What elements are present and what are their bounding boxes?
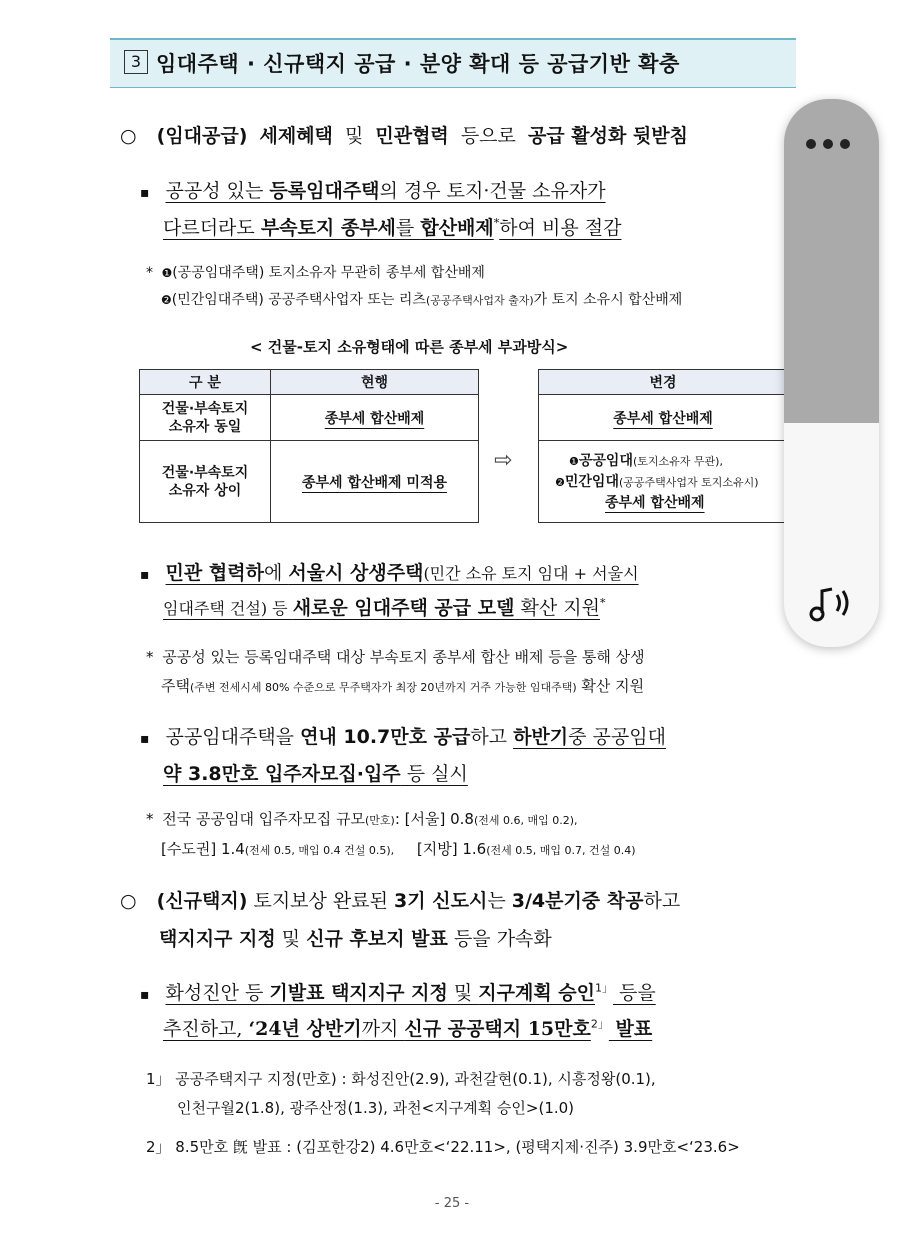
- s1-and: 및: [344, 125, 364, 147]
- n1-line2: [161, 289, 682, 309]
- change-line2: [555, 472, 787, 493]
- change-public: 공공임대: [578, 452, 633, 469]
- square-bullet: ▪: [140, 185, 150, 201]
- n1-text: 가 토지 소유시 합산배제: [533, 292, 683, 308]
- n1-text: (공공임대주택) 토지소유자 무관히 종부세 합산배제: [172, 265, 485, 281]
- section1-heading: [120, 121, 688, 148]
- b3-second-half: 하반기: [513, 726, 569, 748]
- square-bullet: ▪: [140, 567, 150, 583]
- n2-line2: [161, 675, 644, 696]
- b2-coop: 민관 협력하: [165, 562, 264, 584]
- b3-text: 공공임대주택을: [165, 726, 301, 748]
- row1-change: 종부세 합산배제: [539, 395, 788, 441]
- s2-candidate: 신규 후보지 발표: [306, 928, 448, 950]
- b2-text: 확산 지원: [514, 597, 600, 619]
- b1-line2: [163, 213, 621, 240]
- s1-etc: 등으로: [460, 125, 516, 147]
- s2-new-city: 3기 신도시: [394, 890, 488, 912]
- s2-lead: (신규택지): [156, 890, 248, 912]
- th-current: 현행: [271, 370, 479, 395]
- b1-text: 의 경우 토지·건물 소유자가: [379, 180, 606, 202]
- b1-registered-rental: 등록임대주택: [269, 180, 380, 202]
- b4-designation: 기발표 택지지구 지정: [269, 982, 448, 1004]
- s2-start: 3/4분기중 착공: [511, 890, 644, 912]
- change-line1: [569, 451, 787, 472]
- footnote-mark: 2」: [590, 1017, 609, 1031]
- n2-small: (주변 전세시세 80% 수준으로 무주택자가 최장 20년까지 거주 가능한 임대주택): [189, 681, 577, 694]
- music-sound-icon[interactable]: [804, 579, 860, 629]
- b4-approval: 지구계획 승인: [478, 982, 596, 1004]
- b3-text: 등 실시: [400, 763, 468, 785]
- n2-text: 주택: [161, 677, 190, 695]
- floating-control-panel[interactable]: [784, 99, 879, 647]
- n2-line1: [146, 646, 645, 667]
- n3-small: (전세 0.6, 매입 0.2),: [473, 814, 578, 827]
- s2-text: 하고: [643, 890, 681, 912]
- circle-number-1: ❶: [569, 454, 579, 468]
- b4-announce: 발표: [608, 1018, 653, 1040]
- circle-bullet: ○: [120, 890, 137, 912]
- b1-line1: [140, 176, 606, 203]
- footnote-mark: *: [599, 596, 606, 610]
- b2-line2: [163, 593, 605, 620]
- note-star: *: [146, 265, 153, 281]
- cat-text: 소유자 동일: [168, 418, 242, 435]
- n3-small: (만호): [364, 814, 395, 827]
- footnote-1b: 인천구월2(1.8), 광주산정(1.3), 과천<지구계획 승인>(1.0): [177, 1099, 575, 1117]
- section-title: 임대주택 · 신규택지 공급 · 분양 확대 등 공급기반 확충: [156, 52, 680, 76]
- b2-new-model: 새로운 임대주택 공급 모델: [292, 597, 515, 619]
- n3-line1: [146, 808, 578, 829]
- n3-text: [지방] 1.6: [416, 840, 487, 858]
- b2-text: 에: [263, 562, 289, 584]
- b4-text: 화성진안 등: [165, 982, 270, 1004]
- s2-text: 등을 가속화: [447, 928, 552, 950]
- s2-text: 및: [275, 928, 307, 950]
- circle-number-2: ❷: [555, 475, 565, 489]
- row2-current: 종부세 합산배제 미적용: [271, 441, 479, 523]
- change-small: (공공주택사업자 토지소유시): [618, 475, 759, 489]
- n3-small: (전세 0.5, 매입 0.7, 건설 0.4): [486, 844, 636, 857]
- note-star: *: [146, 648, 154, 666]
- table-caption: < 건물-토지 소유형태에 따른 종부세 부과방식>: [250, 338, 569, 356]
- s2-text: 는: [487, 890, 512, 912]
- n1-text: (민간임대주택) 공공주택사업자 또는 리츠: [171, 292, 426, 308]
- square-bullet: ▪: [140, 731, 150, 747]
- section-number-box: 3: [124, 50, 148, 74]
- n2-text: 확산 지원: [576, 677, 645, 695]
- n3-text: [수도권] 1.4: [161, 840, 245, 858]
- b2-seoul-housing: 서울시 상생주택: [288, 562, 424, 584]
- b1-land-tax: 부속토지 종부세: [260, 217, 396, 239]
- more-dots-icon[interactable]: [804, 99, 860, 179]
- th-change: 변경: [539, 370, 788, 395]
- row1-category: [140, 395, 271, 441]
- n1-line1: [146, 262, 485, 282]
- cat-text: 건물·부속토지: [161, 464, 249, 481]
- square-bullet: ▪: [140, 987, 150, 1003]
- s2-designation: 택지지구 지정: [159, 928, 276, 950]
- circle-number-2: ❷: [161, 293, 172, 307]
- b4-text: 까지: [361, 1018, 405, 1040]
- s2-line2: [159, 924, 552, 951]
- b1-exclusion: 합산배제: [420, 217, 494, 239]
- circle-bullet: ○: [120, 125, 137, 147]
- b3-line2: [163, 759, 468, 786]
- n1-small: (공공주택사업자 출자): [425, 294, 534, 307]
- row1-current: 종부세 합산배제: [271, 395, 479, 441]
- change-small: (토지소유자 무관),: [632, 454, 723, 468]
- n3-text: : [서울] 0.8: [394, 810, 474, 828]
- s1-tax-benefit: 세제혜택: [259, 125, 333, 147]
- b4-new-land: 신규 공공택지 15만호: [404, 1018, 591, 1040]
- footnote-2: 2」 8.5만호 旣 발표 : (김포한강2) 4.6만호<‘22.11>, (평택지제·진주) 3.9만호<‘23.6>: [146, 1138, 740, 1156]
- s1-lead: (임대공급): [156, 125, 248, 147]
- s2-line1: [120, 886, 680, 913]
- right-arrow-icon: ⇨: [494, 448, 513, 473]
- s1-public-private: 민관협력: [375, 125, 449, 147]
- current-table: [139, 369, 479, 523]
- section-header: [110, 38, 796, 88]
- circle-number-1: ❶: [161, 266, 173, 280]
- row2-change: [539, 441, 788, 523]
- n2-text: 공공성 있는 등록임대주택 대상 부속토지 종부세 합산 배제 등을 통해 상생: [162, 648, 645, 666]
- b3-line1: [140, 722, 666, 749]
- n3-small: (전세 0.5, 매입 0.4 건설 0.5),: [244, 844, 395, 857]
- b3-text: 중 공공임대: [568, 726, 666, 748]
- b4-text: 등을: [613, 982, 656, 1004]
- footnote-mark: 1」: [595, 981, 614, 995]
- footnote-1a: 1」 공공주택지구 지정(만호) : 화성진안(2.9), 과천갈현(0.1), 시흥정왕(0.1),: [146, 1070, 656, 1088]
- b2-text: 임대주택 건설) 등: [163, 599, 293, 618]
- b1-text: 다르더라도: [163, 217, 261, 239]
- b1-text: 하여 비용 절감: [499, 217, 622, 239]
- b2-line1: [140, 558, 639, 585]
- b4-text: 및: [447, 982, 479, 1004]
- s1-supply-support: 공급 활성화 뒷받침: [527, 125, 688, 147]
- footnote-mark: *: [493, 216, 500, 230]
- row2-category: [140, 441, 271, 523]
- b2-text: (민간 소유 토지 임대 + 서울시: [423, 564, 639, 583]
- b4-first-half: ‘24년 상반기: [248, 1018, 362, 1040]
- n3-line2: [161, 838, 636, 859]
- b3-text: 하고: [470, 726, 514, 748]
- b4-line1: [140, 978, 656, 1005]
- change-exclusion: 종부세 합산배제: [605, 494, 705, 511]
- n3-text: 전국 공공임대 입주자모집 규모: [162, 810, 365, 828]
- th-category: 구 분: [140, 370, 271, 395]
- b1-text: 를: [395, 217, 421, 239]
- s2-text: 토지보상 완료된: [247, 890, 395, 912]
- note-star: *: [146, 810, 154, 828]
- b4-line2: [163, 1014, 652, 1041]
- change-table: [538, 369, 788, 523]
- page-number: - 25 -: [434, 1196, 470, 1211]
- b3-recruit: 약 3.8만호 입주자모집·입주: [163, 763, 401, 785]
- b1-text: 공공성 있는: [165, 180, 270, 202]
- cat-text: 건물·부속토지: [161, 400, 249, 417]
- b4-text: 추진하고,: [163, 1018, 249, 1040]
- b3-supply: 연내 10.7만호 공급: [300, 726, 471, 748]
- cat-text: 소유자 상이: [168, 482, 242, 499]
- change-private: 민간임대: [564, 473, 619, 490]
